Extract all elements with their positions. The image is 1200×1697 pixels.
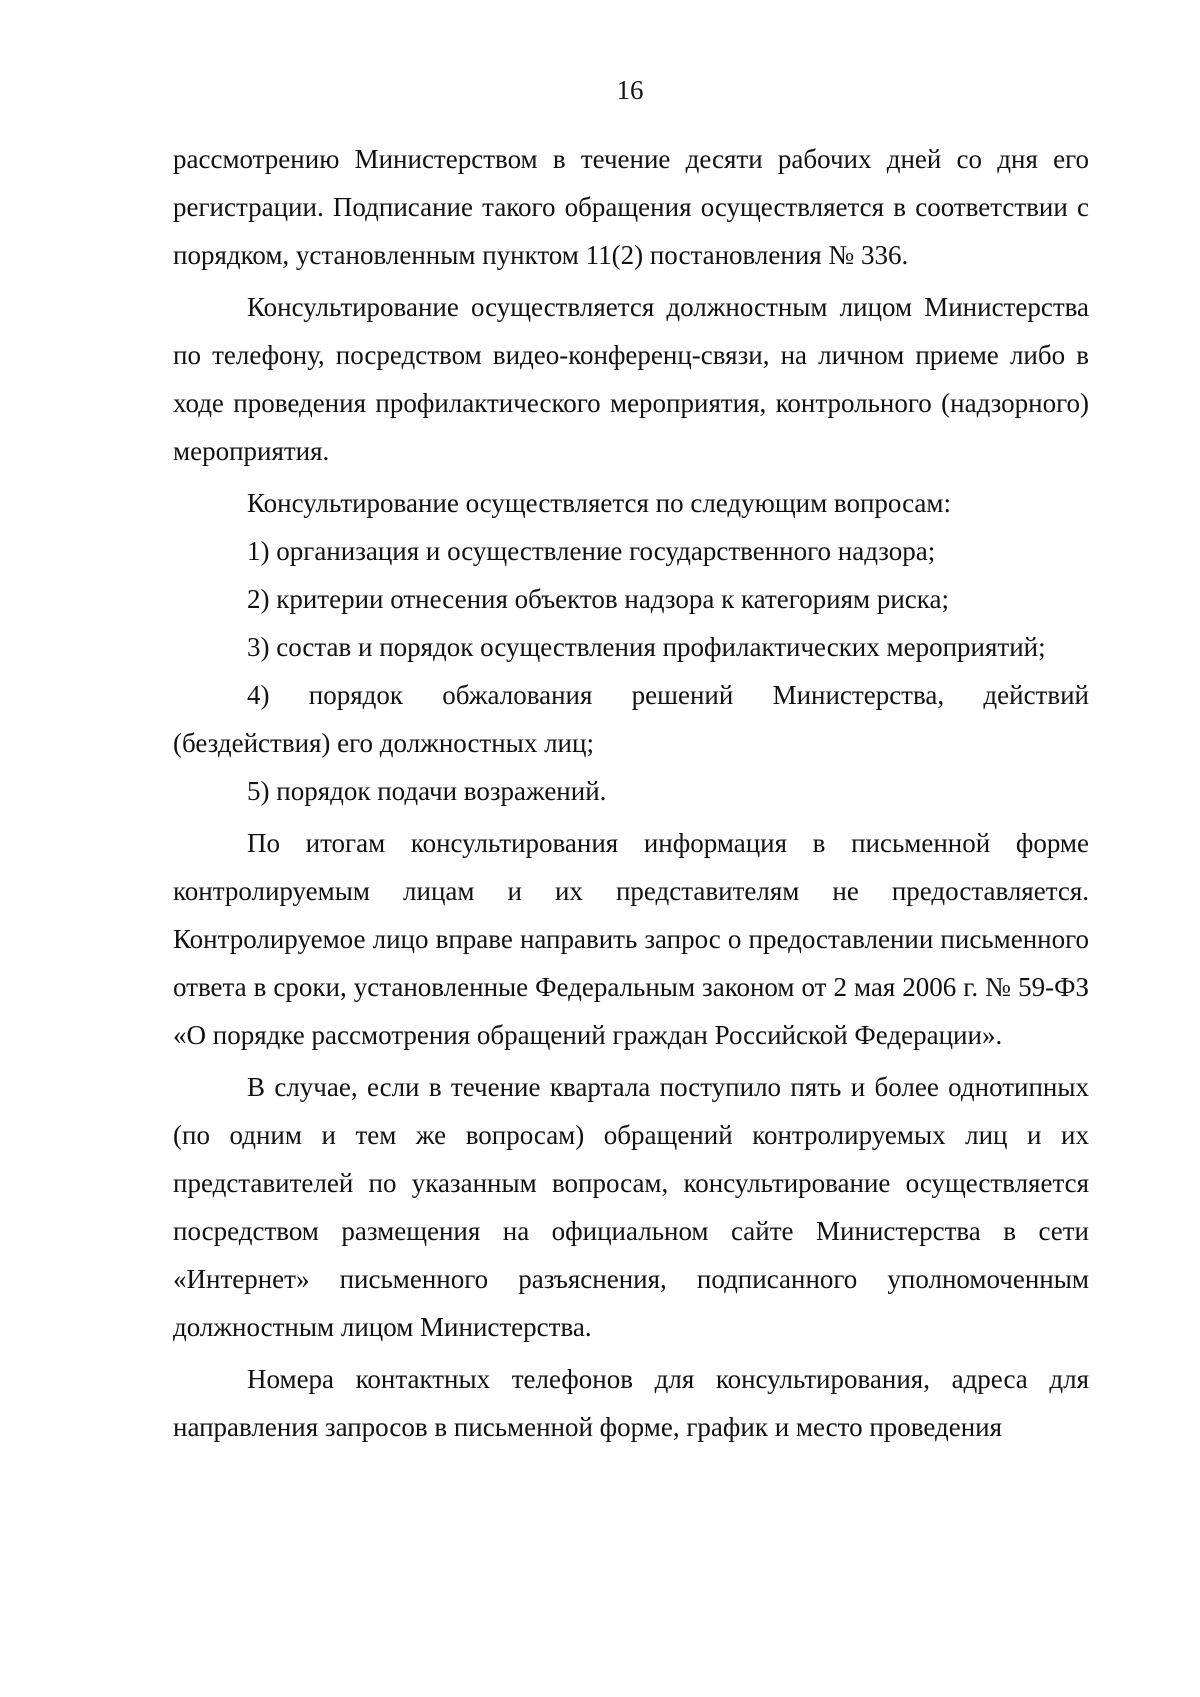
page-number: 16 xyxy=(616,75,644,105)
list-item-2: 2) критерии отнесения объектов надзора к категориям риска; xyxy=(247,584,949,614)
paragraph-repeated-requests: В случае, если в течение квартала поступило пять и более однотипных (по одним и тем же вопросам) обращений контролируемых лиц и их представителей по указанным вопросам, консультирование осуществляется посредством размещения на официальном сайте Министерства в сети «Интернет» письменного разъяснения, подписанного уполномоченным должностным лицом Министерства. xyxy=(173,1072,1089,1342)
paragraph-continuation: рассмотрению Министерством в течение десяти рабочих дней со дня его регистрации. Подписание такого обращения осуществляется в соответствии с порядком, установленным пунктом 11(2) постановления № 336. xyxy=(173,144,1089,270)
list-item-3: 3) состав и порядок осуществления профилактических мероприятий; xyxy=(247,632,1046,662)
list-item-4: 4) порядок обжалования решений Министерства, действий (бездействия) его должностных лиц; xyxy=(173,680,1089,758)
paragraph-consultation-method: Консультирование осуществляется должностным лицом Министерства по телефону, посредством видео-конференц-связи, на личном приеме либо в ходе проведения профилактического мероприятия, контрольного (надзорного) мероприятия. xyxy=(173,292,1089,466)
document-body xyxy=(173,135,1089,1451)
list-item-5: 5) порядок подачи возражений. xyxy=(247,776,607,806)
paragraph-written-response: По итогам консультирования информация в письменной форме контролируемым лицам и их представителям не предоставляется. Контролируемое лицо вправе направить запрос о предоставлении письменного ответа в сроки, установленные Федеральным законом от 2 мая 2006 г. № 59-ФЗ «О порядке рассмотрения обращений граждан Российской Федерации». xyxy=(173,828,1089,1050)
paragraph-consultation-topics-intro: Консультирование осуществляется по следующим вопросам: xyxy=(247,488,951,518)
list-item-1: 1) организация и осуществление государственного надзора; xyxy=(247,536,936,566)
paragraph-contact-information: Номера контактных телефонов для консультирования, адреса для направления запросов в письменной форме, график и место проведения xyxy=(173,1364,1089,1442)
